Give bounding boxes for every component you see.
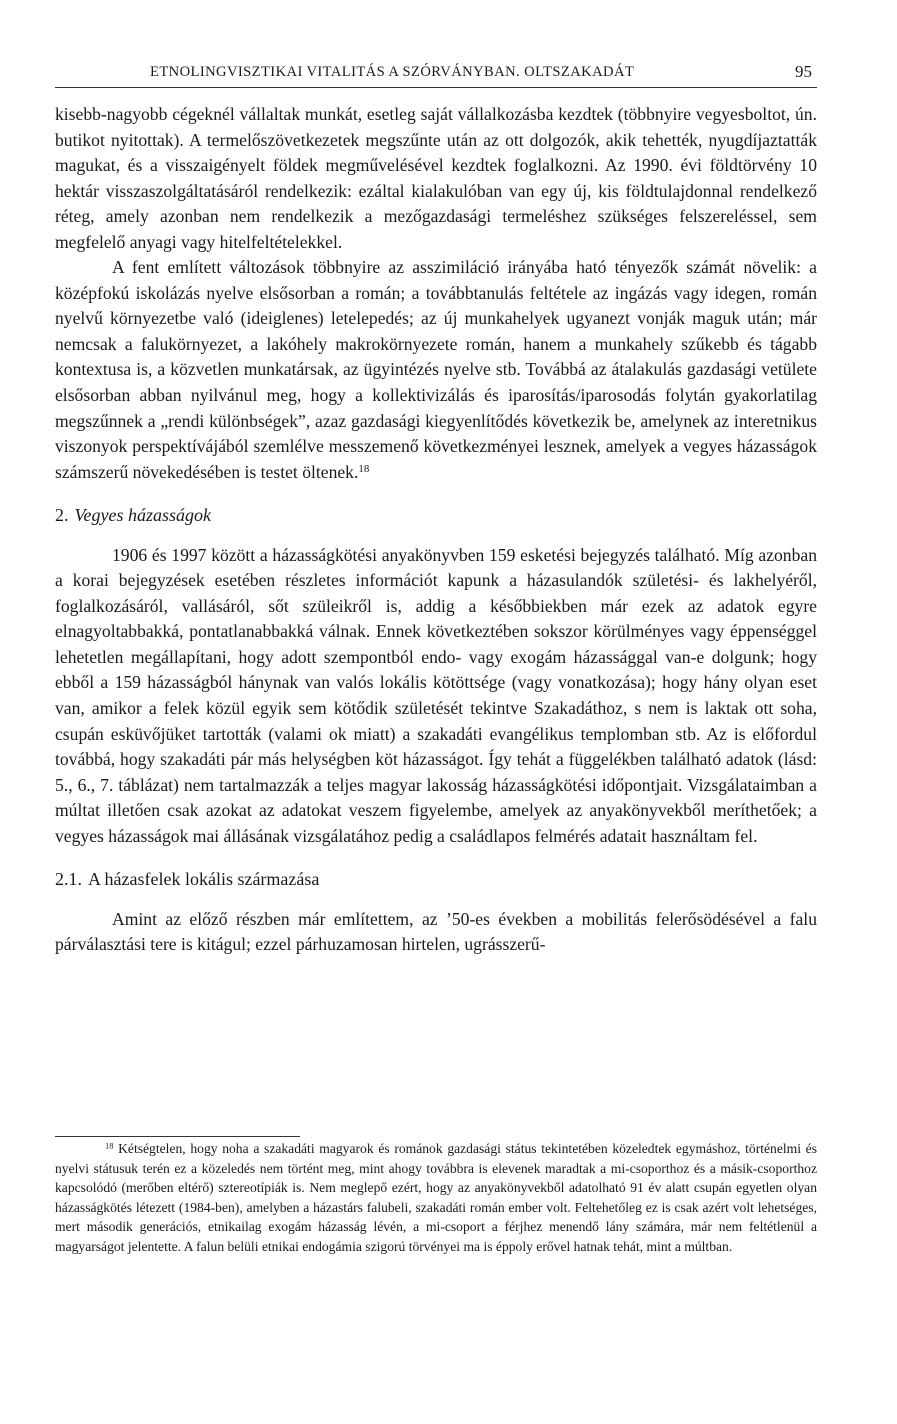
paragraph-1: kisebb-nagyobb cégeknél vállaltak munkát, esetleg saját vállalkozásba kezdtek (többnyire vegyesboltot, ún. butikot nyitottak). A termelőszövetkezetek megszűnte után az ott dolgozók, akik tehették, nyugdíjaztatták magukat, és a visszaigényelt földek megművelésével kezdtek foglalkozni. Az 1990. évi földtörvény 10 hektár visszaszolgáltatásáról rendelkezik: ezáltal kialakulóban van egy új, kis földtulajdonnal rendelkező réteg, amely azonban nem rendelkezik a mezőgazdasági termeléshez szükséges felszereléssel, sem megfelelő anyagi vagy hitelfeltételekkel. <box>55 104 817 252</box>
subsection-number: 2.1. <box>55 869 82 890</box>
footnote-ref-18[interactable]: 18 <box>358 462 370 475</box>
main-text <box>55 102 817 958</box>
section-heading-2 <box>55 503 817 529</box>
subsection-title: A házasfelek lokális származása <box>88 869 320 890</box>
running-title: ETNOLINGVISZTIKAI VITALITÁS A SZÓRVÁNYBAN. OLTSZAKADÁT <box>150 64 635 80</box>
footnote-text: Kétségtelen, hogy noha a szakadáti magyarok és románok gazdasági státus tekintetében közeledtek egymáshoz, történelmi és nyelvi státusuk terén ez a közeledés nem történt meg, mint ahogy továbbra is elevenek maradtak a mi-csoporthoz és a másik-csoporthoz kapcsolódó (merőben eltérő) sztereotípiák is. Nem meglepő ezért, hogy az anyakönyvekből adatolható 91 év alatt csupán egyetlen olyan házasságkötés létezett (1984-ben), amelyben a házastárs falubeli, szakadáti román ember volt. Feltehetőleg ez is csak azért volt lehetséges, mert második generációs, etnikailag exogám házasság lévén, a mi-csoport a férjhez menendő lány számára, már nem feltétlenül a magyarságot jelentette. A falun belüli etnikai endogámia szigorú törvényei ma is éppoly erővel hatnak tehát, mint a múltban. <box>55 1141 817 1254</box>
footnote-18 <box>55 1139 817 1256</box>
footnote-number: 18 <box>105 1140 114 1151</box>
paragraph-2-text: A fent említett változások többnyire az asszimiláció irányába ható tényezők számát növelik: a középfokú iskolázás nyelve elsősorban a román; a továbbtanulás feltétele az ingázás vagy idegen, román nyelvű környezetbe való (ideiglenes) letelepedés; az új munkahelyek ugyanezt vonják maguk után; már nemcsak a falukörnyezet, a lakóhely makrokörnyezete román, hanem a munkahely szűkebb és tágabb kontextusa is, a közvetlen munkatársak, az ügyintézés nyelve stb. Továbbá az átalakulás gazdasági vetülete elsősorban abban nyilvánul meg, hogy a kollektivizálás és iparosítás/iparosodás folytán gyakorlatilag megszűnnek a „rendi különbségek”, azaz gazdasági kiegyenlítődés következik be, amelynek az interetnikus viszonyok perspektívájából szemlélve messzemenő következményei lesznek, amelyek a vegyes házasságok számszerű növekedésében is testet öltenek. <box>55 257 817 482</box>
running-header <box>55 64 817 88</box>
page-number: 95 <box>795 62 812 81</box>
section-number: 2. <box>55 505 69 526</box>
paragraph-4: Amint az előző részben már említettem, az ’50-es években a mobilitás felerősödésével a falu párválasztási tere is kitágul; ezzel párhuzamosan hirtelen, ugrásszerű- <box>55 908 817 955</box>
section-title: Vegyes házasságok <box>74 505 211 526</box>
paragraph-3: 1906 és 1997 között a házasságkötési anyakönyvben 159 esketési bejegyzés található. Míg azonban a korai bejegyzések esetében részletes információt kapunk a házasulandók születési- és lakhelyéről, foglalkozásáról, vallásáról, sőt szüleikről is, addig a későbbiekben már ezek az adatok egyre elnagyoltabbakká, pontatlanabbakká válnak. Ennek következtében sokszor körülményes vagy éppenséggel lehetetlen megállapítani, hogy adott szempontból endo- vagy exogám házassággal van-e dolgunk; hogy ebből a 159 házasságból hánynak van valós lokális kötöttsége (vagy vonatkozása); hogy hány olyan eset van, amikor a felek közül egyik sem kötődik születését tekintve Szakadáthoz, s nem is laktak ott soha, csupán esküvőjüket tartották (valami ok miatt) a szakadáti evangélikus templomban stb. Az is előfordul továbbá, hogy szakadáti pár más helységben köt házasságot. Így tehát a függelékben található adatok (lásd: 5., 6., 7. táblázat) nem tartalmazzák a teljes magyar lakosság házasságkötési időpontjait. Vizsgálataimban a múltat illetően csak azokat az adatokat veszem figyelembe, amelyek az anyakönyvekből meríthetőek; a vegyes házasságok mai állásának vizsgálatához pedig a családlapos felmérés adatait használtam fel. <box>55 544 817 846</box>
paragraph-2 <box>55 255 817 485</box>
footnotes <box>55 1136 817 1256</box>
section-heading-2-1 <box>55 867 817 893</box>
footnote-rule <box>55 1136 300 1137</box>
